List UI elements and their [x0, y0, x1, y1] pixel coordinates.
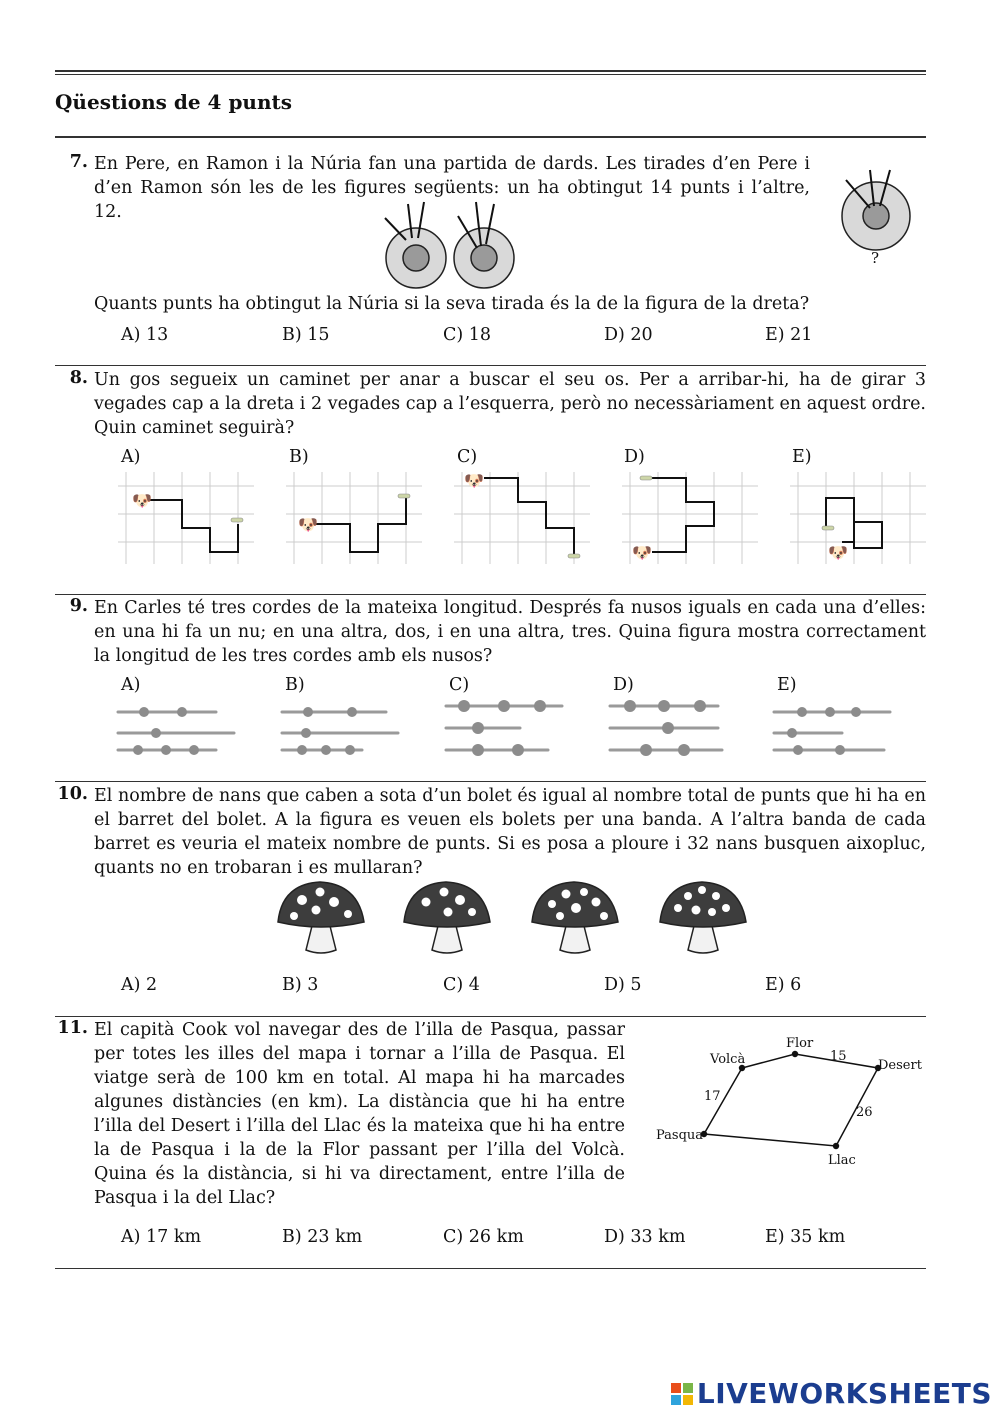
q11-answer-b[interactable]: B) 23 km [282, 1227, 363, 1247]
dog-icon: 🐶 [132, 491, 152, 510]
bone-icon [398, 494, 410, 498]
q10-answer-e[interactable]: E) 6 [765, 975, 802, 995]
q10-answer-c[interactable]: C) 4 [443, 975, 480, 995]
q9-number: 9. [69, 596, 88, 616]
island-flor [792, 1051, 798, 1057]
q9-option-e-label[interactable]: E) [777, 675, 797, 695]
q11-answer-d[interactable]: D) 33 km [604, 1227, 686, 1247]
bone-icon [822, 526, 834, 530]
q7-answer-b[interactable]: B) 15 [282, 325, 330, 345]
divider-q7-q8 [55, 365, 926, 366]
mushroom-3 [532, 882, 618, 953]
island-llac [833, 1143, 839, 1149]
bone-icon [231, 518, 243, 522]
q7-answer-e[interactable]: E) 21 [765, 325, 813, 345]
q11-islands-map [650, 1030, 930, 1180]
liveworksheets-logo[interactable] [671, 1377, 992, 1410]
header-rule-top [55, 70, 926, 72]
q8-path-c[interactable] [454, 472, 590, 564]
q8-path-e[interactable] [790, 472, 926, 564]
label-pasqua: Pasqua [656, 1128, 704, 1143]
q9-option-d-label[interactable]: D) [613, 675, 634, 695]
q10-mushrooms-figure [272, 878, 752, 968]
q7-answer-a[interactable]: A) 13 [121, 325, 169, 345]
header-rule-bottom [55, 136, 926, 138]
dog-icon: 🐶 [828, 543, 848, 562]
divider-end [55, 1268, 926, 1269]
q8-text: Un gos segueix un caminet per anar a buscar el seu os. Per a arribar-hi, ha de girar 3 vegades cap a la dreta i 2 vegades cap a l’esquerra, però no necessàriament en aquest ordre. Quin caminet seguirà? [94, 370, 926, 438]
q8-path-a[interactable] [118, 472, 254, 564]
q10-number: 10. [57, 784, 88, 804]
header-rule-top-thin [55, 74, 926, 75]
mushroom-1 [278, 882, 364, 953]
dog-icon: 🐶 [298, 515, 318, 534]
q8-option-e-label[interactable]: E) [792, 447, 812, 467]
label-volca: Volcà [710, 1052, 746, 1067]
dog-icon: 🐶 [632, 543, 652, 562]
q8-path-b[interactable] [286, 472, 422, 564]
q9-option-b-label[interactable]: B) [285, 675, 305, 695]
divider-q9-q10 [55, 781, 926, 782]
q8-path-d[interactable] [622, 472, 758, 564]
q9-ropes-c[interactable] [444, 696, 568, 760]
logo-text: LIVEWORKSHEETS [696, 1377, 992, 1410]
q7-text: En Pere, en Ramon i la Núria fan una partida de dards. Les tirades d’en Pere i d’en Ramon són les de les figures següents: un ha obtingut 14 punts i l’altre, 12. [94, 154, 810, 222]
q10-answer-a[interactable]: A) 2 [121, 975, 158, 995]
q11-answer-a[interactable]: A) 17 km [121, 1227, 202, 1247]
q8-number: 8. [69, 368, 88, 388]
dartboard-pere [385, 202, 446, 288]
q9-ropes-d[interactable] [608, 696, 732, 760]
logo-squares-icon [671, 1383, 693, 1405]
distance-desert-llac: 26 [856, 1105, 873, 1120]
label-desert: Desert [878, 1058, 922, 1073]
section-title: Qüestions de 4 punts [55, 90, 293, 114]
q8-option-d-label[interactable]: D) [624, 447, 645, 467]
q9-ropes-a[interactable] [116, 700, 240, 760]
q11-answer-e[interactable]: E) 35 km [765, 1227, 846, 1247]
q9-option-a-label[interactable]: A) [121, 675, 141, 695]
q7-answer-d[interactable]: D) 20 [604, 325, 653, 345]
dartboard-ramon [454, 202, 514, 288]
q9-option-c-label[interactable]: C) [449, 675, 470, 695]
q10-answer-d[interactable]: D) 5 [604, 975, 642, 995]
q7-answer-c[interactable]: C) 18 [443, 325, 492, 345]
q11-number: 11. [57, 1018, 88, 1038]
q9-text: En Carles té tres cordes de la mateixa longitud. Després fa nusos iguals en cada una d’elles: en una hi fa un nu; en una altra, dos, i en una altra, tres. Quina figura mostra correctament la longitud de les tres cordes amb els nusos? [94, 598, 926, 666]
bone-icon [568, 554, 580, 558]
q7-dartboard-nuria [836, 168, 920, 252]
bone-icon [640, 476, 652, 480]
q8-option-b-label[interactable]: B) [289, 447, 309, 467]
q7-dartboards-figure [380, 198, 520, 290]
q8-option-c-label[interactable]: C) [457, 447, 478, 467]
q7-unknown-mark: ? [871, 249, 880, 267]
q7-number: 7. [69, 152, 88, 172]
label-llac: Llac [828, 1153, 856, 1168]
q11-text: El capità Cook vol navegar des de l’illa de Pasqua, passar per totes les illes del mapa i tornar a l’illa de Pasqua. El viatge serà de 100 km en total. Al mapa hi ha marcades algunes distàncies (en km). La distància que hi ha entre l’illa del Desert i l’illa del Llac és la mateixa que hi ha entre la de Pasqua i la de la Flor passant per l’illa del Volcà. Quina és la distància, si hi va directament, entre l’illa de Pasqua i la del Llac? [94, 1020, 625, 1208]
q10-text: El nombre de nans que caben a sota d’un bolet és igual al nombre total de punts que hi ha en el barret del bolet. A la figura es veuen els bolets per una banda. A l’altra banda de cada barret es veuria el mateix nombre de punts. Si es posa a ploure i 32 nans busquen aixopluc, quants no en trobaran i es mullaran? [94, 786, 926, 878]
mushroom-4 [660, 882, 746, 953]
q11-answer-c[interactable]: C) 26 km [443, 1227, 524, 1247]
distance-pasqua-volca: 17 [704, 1089, 721, 1104]
divider-q10-q11 [55, 1016, 926, 1017]
q8-option-a-label[interactable]: A) [121, 447, 141, 467]
divider-q8-q9 [55, 594, 926, 595]
mushroom-2 [404, 882, 490, 953]
q7-question: Quants punts ha obtingut la Núria si la seva tirada és la de la figura de la dreta? [94, 294, 810, 314]
dog-icon: 🐶 [464, 472, 484, 490]
q9-ropes-b[interactable] [280, 700, 404, 760]
label-flor: Flor [786, 1036, 814, 1051]
q9-ropes-e[interactable] [772, 700, 896, 760]
distance-flor-desert: 15 [830, 1049, 847, 1064]
q10-answer-b[interactable]: B) 3 [282, 975, 319, 995]
